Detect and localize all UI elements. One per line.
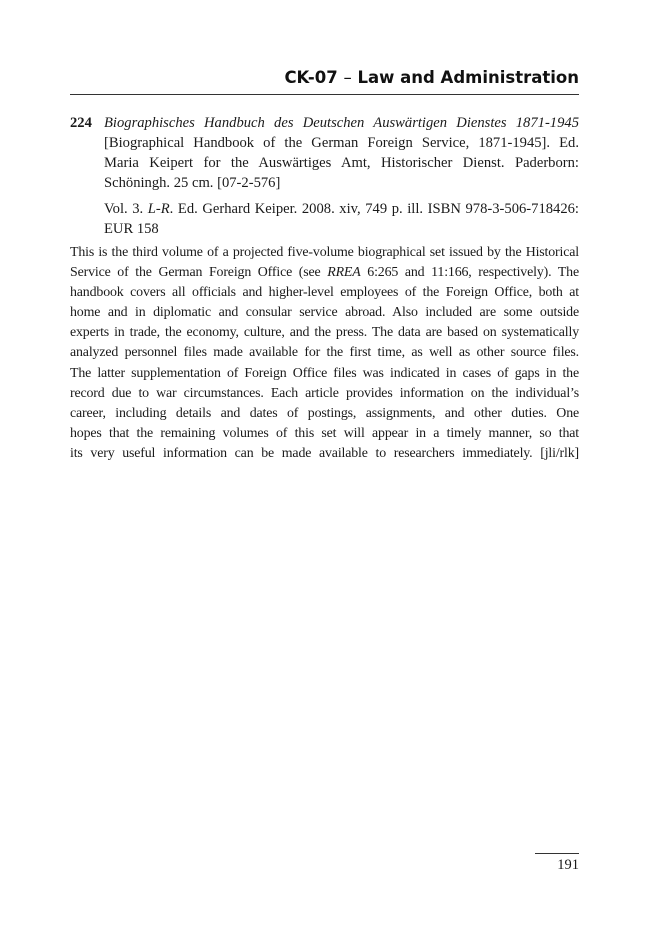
review-line: record due to war circumstances. Each article provides information on the individual’s (70, 385, 579, 401)
review-text (70, 243, 579, 464)
review-line: The latter supplementation of Foreign Office files was indicated in cases of gaps in the (70, 365, 579, 381)
header-separator: – (343, 68, 352, 87)
volume-info (104, 199, 579, 239)
review-line: analyzed personnel files made available for the first time, as well as other source files. (70, 345, 579, 361)
citation-line: Schöningh. 25 cm. [07-2-576] (104, 175, 281, 191)
review-line: home and in diplomatic and consular service abroad. Also included are some outside (70, 305, 579, 321)
review-line: hopes that the remaining volumes of this set will appear in a timely manner, so that (70, 425, 579, 441)
citation (104, 113, 579, 193)
entry-title: Biographisches Handbuch des Deutschen Auswärtigen Dienstes 1871-1945 (104, 115, 579, 131)
running-header (70, 68, 579, 87)
volume-price: EUR 158 (104, 221, 159, 237)
page-number: 191 (557, 857, 579, 873)
review-line: career, including details and dates of postings, assignments, and other duties. One (70, 405, 579, 421)
journal-abbreviation: RREA (327, 265, 361, 281)
footer-rule (535, 853, 579, 854)
review-line: This is the third volume of a projected five-volume biographical set issued by the Historical (70, 245, 579, 260)
volume-details: . Ed. Gerhard Keiper. 2008. xiv, 749 p. ill. ISBN 978-3-506-718426: (169, 201, 579, 217)
volume-prefix: Vol. 3. (104, 201, 148, 217)
bibliographic-entry (70, 113, 579, 239)
citation-line: [Biographical Handbook of the German Foreign Service, 1871-1945]. Ed. (104, 135, 579, 151)
header-rule (70, 94, 579, 95)
review-line: experts in trade, the economy, culture, and the press. The data are based on systematically (70, 325, 579, 341)
review-line: its very useful information can be made available to researchers immediately. [jli/rlk] (70, 445, 579, 461)
review-line (70, 263, 579, 283)
entry-body (104, 113, 579, 239)
section-code: CK-07 (284, 68, 338, 87)
citation-line: Maria Keipert for the Auswärtiges Amt, Historischer Dienst. Paderborn: (104, 155, 579, 171)
entry-number: 224 (70, 115, 92, 131)
review-line-start: Service of the German Foreign Office (see (70, 265, 328, 281)
volume-range: L-R (147, 201, 170, 217)
review-line: handbook covers all officials and higher-level employees of the Foreign Office, both at (70, 285, 579, 301)
volume-line (104, 199, 579, 219)
review-line-end: 6:265 and 11:166, respectively). The (360, 265, 579, 281)
section-title: Law and Administration (357, 68, 579, 87)
